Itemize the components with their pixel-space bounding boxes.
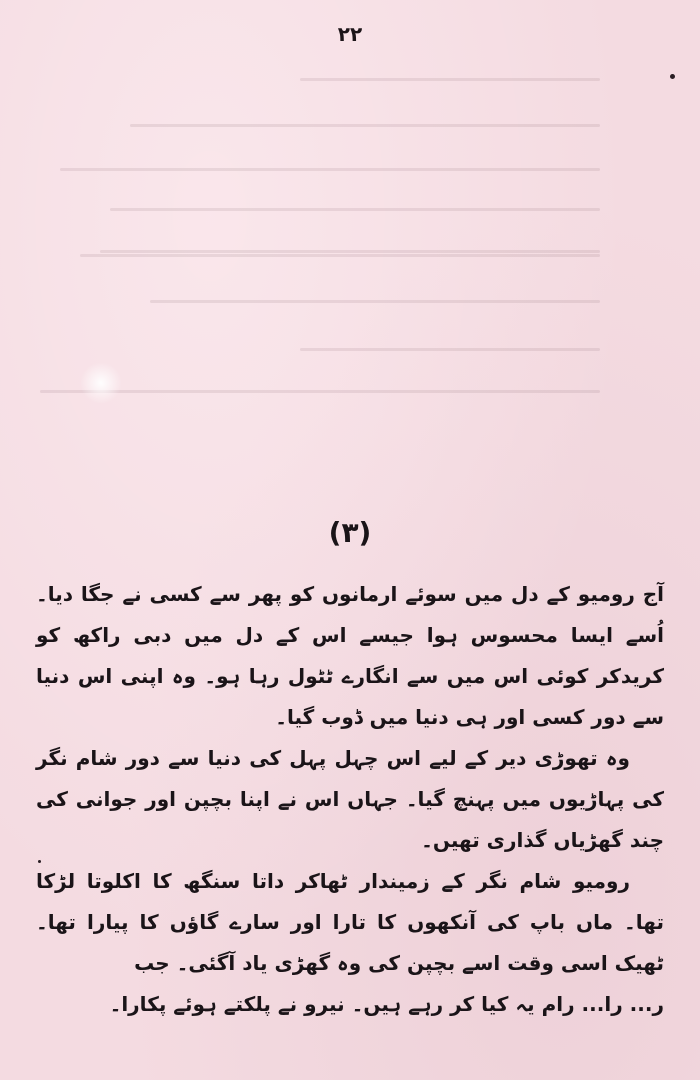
- paragraph-2: وہ تھوڑی دیر کے لیے اس چہل پہل کی دنیا سے دور شام نگر کی پہاڑیوں میں پہنچ گیا۔ جہاں اس نے اپنا بچپن اور جوانی کی چند گھڑیاں گذاری تھیں۔: [36, 746, 664, 852]
- paragraph-4: ر... را... رام یہ کیا کر رہے ہیں۔ نیرو نے پلکتے ہوئے پکارا۔: [109, 992, 664, 1016]
- bleed-line: [150, 300, 600, 303]
- body-text: [36, 574, 664, 1025]
- bleed-line: [40, 390, 600, 393]
- bleed-line: [130, 124, 600, 127]
- paragraph-1: آج رومیو کے دل میں سوئے ارمانوں کو پھر سے کسی نے جگا دیا۔ اُسے ایسا محسوس ہوا جیسے اس کے دل میں دبی راکھ کو کریدکر کوئی اس میں سے انگارے ٹٹول رہا ہو۔ وہ اپنی اس دنیا سے دور کسی اور ہی دنیا میں ڈوب گیا۔: [36, 582, 664, 729]
- paper-glare: [80, 362, 122, 404]
- bleed-line: [80, 254, 600, 257]
- ink-speck: [670, 74, 675, 79]
- chapter-marker: (۳): [328, 516, 372, 549]
- bleed-line: [300, 78, 600, 81]
- bleed-line: [110, 208, 600, 211]
- bleed-through-text-lower: [40, 240, 660, 420]
- bleed-through-text-upper: [40, 68, 660, 268]
- page-number: ۲۲: [337, 22, 363, 46]
- bleed-line: [300, 348, 600, 351]
- bleed-line: [60, 168, 600, 171]
- paragraph-3: رومیو شام نگر کے زمیندار ٹھاکر داتا سنگھ کا اکلوتا لڑکا تھا۔ ماں باپ کی آنکھوں کا تارا اور سارے گاؤں کا پیارا تھا۔ ٹھیک اسی وقت اسے بچپن کی وہ گھڑی یاد آگئی۔ جب: [36, 869, 664, 975]
